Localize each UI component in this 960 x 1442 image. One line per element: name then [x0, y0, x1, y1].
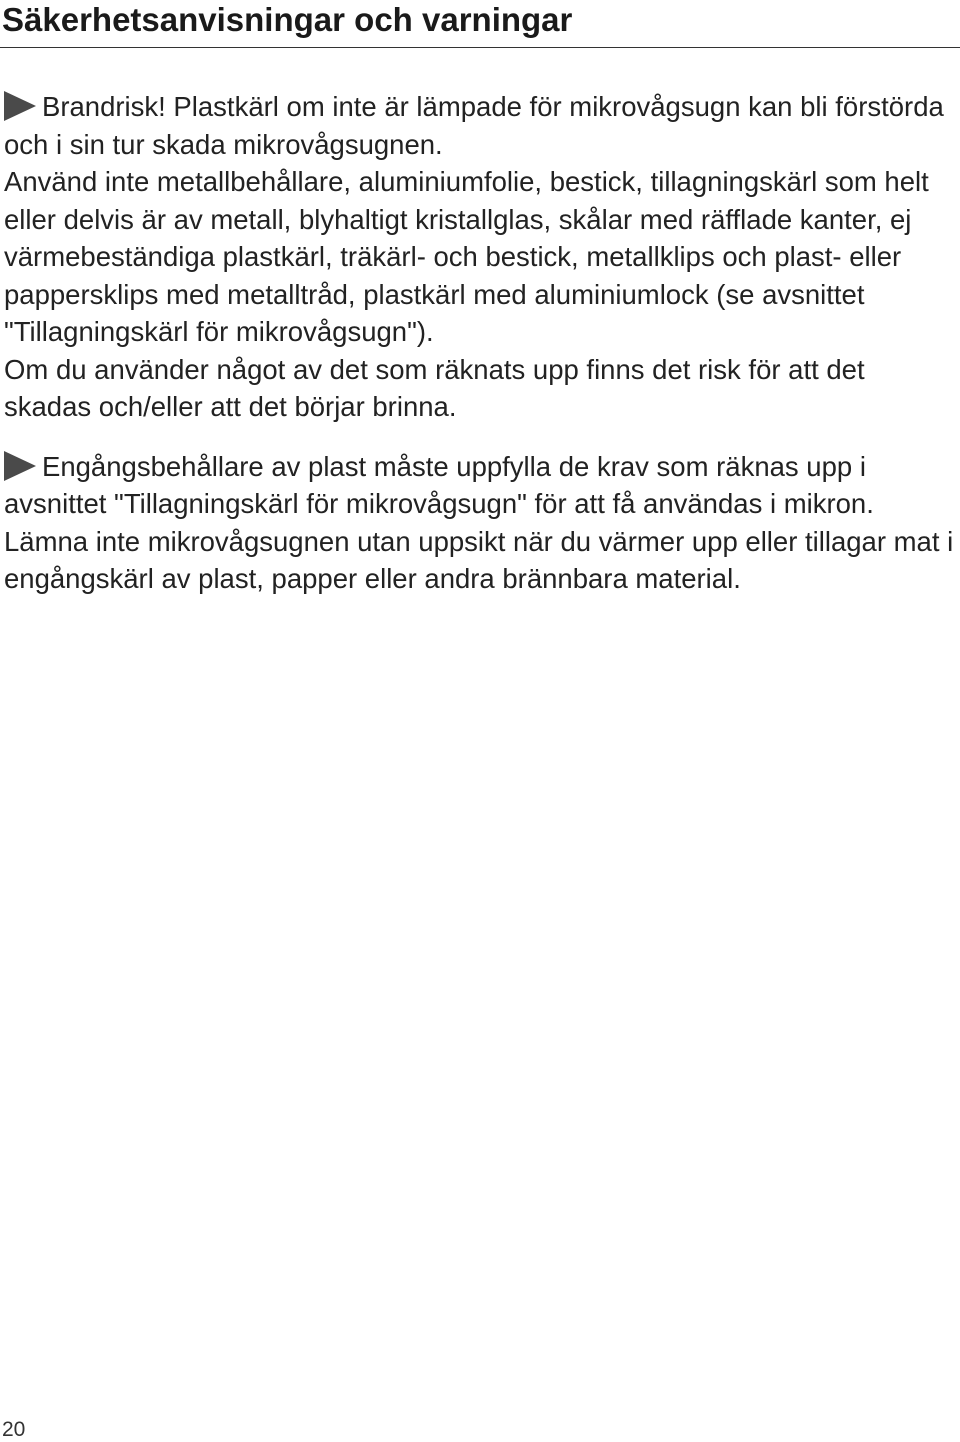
title-divider [0, 47, 960, 48]
arrow-right-icon [4, 451, 36, 481]
warning-paragraph [4, 163, 954, 351]
warning-text: Om du använder något av det som räknats upp finns det risk för att det skadas och/eller att det börjar brinna. [4, 353, 865, 422]
warning-block-disposable-containers [4, 448, 954, 598]
warnings-content [4, 88, 954, 620]
arrow-right-icon [4, 91, 36, 121]
warning-paragraph [4, 523, 954, 598]
page-number: 20 [2, 1418, 26, 1441]
warning-text: Engångsbehållare av plast måste uppfylla de krav som räknas upp i avsnittet "Tillagningskärl för mikrovågsugn" för att få användas i mikron. [4, 450, 874, 519]
warning-block-fire-risk [4, 88, 954, 426]
page-title: Säkerhetsanvisningar och varningar [2, 1, 573, 38]
warning-text: Lämna inte mikrovågsugnen utan uppsikt när du värmer upp eller tillagar mat i engångskärl av plast, papper eller andra brännbara material. [4, 525, 954, 594]
warning-text: Brandrisk! Plastkärl om inte är lämpade för mikrovågsugn kan bli förstörda och i sin tur skada mikrovågsugnen. [4, 91, 944, 160]
warning-paragraph [4, 448, 954, 523]
warning-paragraph [4, 88, 954, 163]
warning-text: Använd inte metallbehållare, aluminiumfolie, bestick, tillagningskärl som helt eller delvis är av metall, blyhaltigt kristallglas, skålar med räfflade kanter, ej värmebeständiga plastkärl, träkärl- och bestick, metallklips och plast- eller pappersklips med metalltråd, plastkärl med aluminiumlock (se avsnittet "Tillagningskärl för mikrovågsugn"). [4, 166, 929, 347]
warning-paragraph [4, 351, 954, 426]
